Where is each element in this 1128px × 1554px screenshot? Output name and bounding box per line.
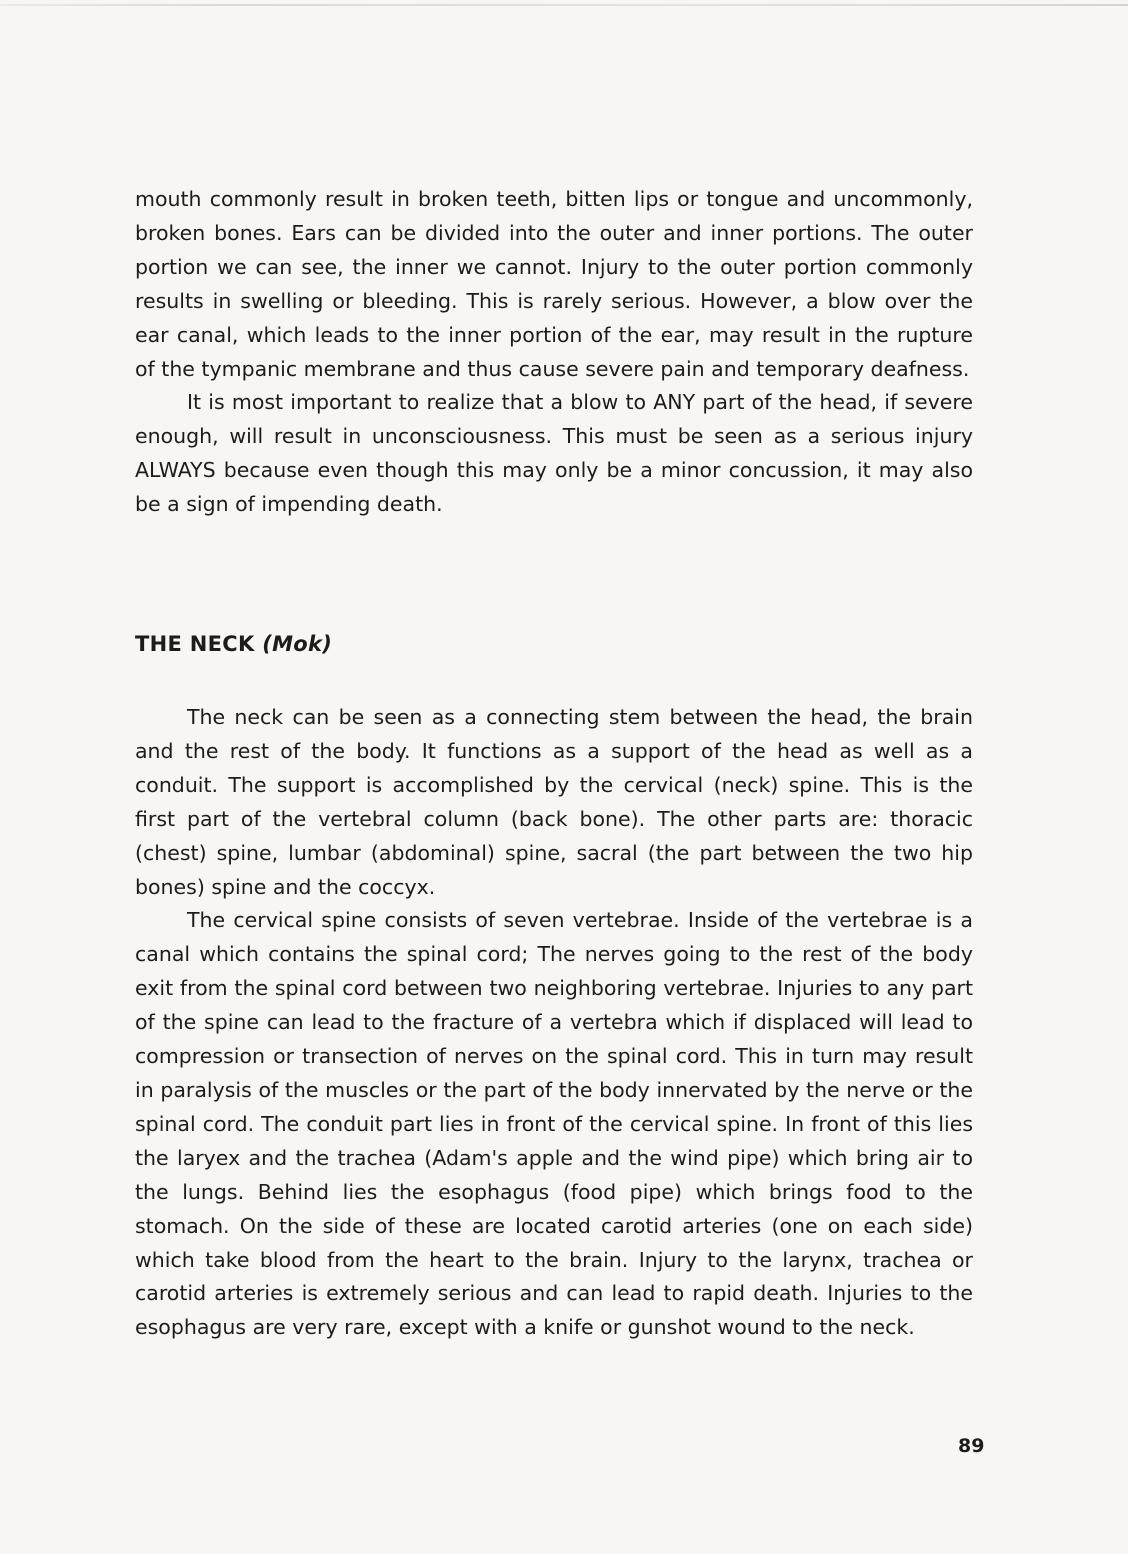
page-number: 89 <box>958 1435 985 1457</box>
paragraph-neck-intro: The neck can be seen as a connecting stem between the head, the brain and the rest of the body. It functions as a support of the head as well as a conduit. The support is accomplished by the cervical (neck) spine. This is the first part of the vertebral column (back bone). The other parts are: thoracic (chest) spine, lumbar (abdominal) spine, sacral (the part between the two hip bones) spine and the coccyx. <box>135 705 973 899</box>
top-edge-rule <box>0 4 1128 6</box>
section-heading-subtitle: (Mok) <box>262 632 333 656</box>
paragraph-continued: mouth commonly result in broken teeth, bitten lips or tongue and uncommonly, broken bones. Ears can be divided into the outer and inner portions. The outer portion we can see, the inner we cannot. Injury to the outer portion commonly results in swelling or bleeding. This is rarely serious. However, a blow over the ear canal, which leads to the inner portion of the ear, may result in the rupture of the tympanic membrane and thus cause severe pain and temporary deafness. <box>135 187 973 381</box>
body-text-neck <box>135 701 973 1345</box>
paragraph-head-blow: It is most important to realize that a blow to ANY part of the head, if severe enough, will result in unconsciousness. This must be seen as a serious injury ALWAYS because even though this may only be a minor concussion, it may also be a sign of impending death. <box>135 390 973 517</box>
paragraph-cervical-spine: The cervical spine consists of seven vertebrae. Inside of the vertebrae is a canal which contains the spinal cord; The nerves going to the rest of the body exit from the spinal cord between two neighboring vertebrae. Injuries to any part of the spine can lead to the fracture of a vertebra which if displaced will lead to compression or transection of nerves on the spinal cord. This in turn may result in paralysis of the muscles or the part of the body innervated by the nerve or the spinal cord. The conduit part lies in front of the cervical spine. In front of this lies the laryex and the trachea (Adam's apple and the wind pipe) which bring air to the lungs. Behind lies the esophagus (food pipe) which brings food to the stomach. On the side of these are located carotid arteries (one on each side) which take blood from the heart to the brain. Injury to the larynx, trachea or carotid arteries is extremely serious and can lead to rapid death. Injuries to the esophagus are very rare, except with a knife or gunshot wound to the neck. <box>135 908 973 1340</box>
body-text-top <box>135 183 973 522</box>
section-heading-title: THE NECK <box>135 632 255 656</box>
section-heading <box>135 628 332 660</box>
